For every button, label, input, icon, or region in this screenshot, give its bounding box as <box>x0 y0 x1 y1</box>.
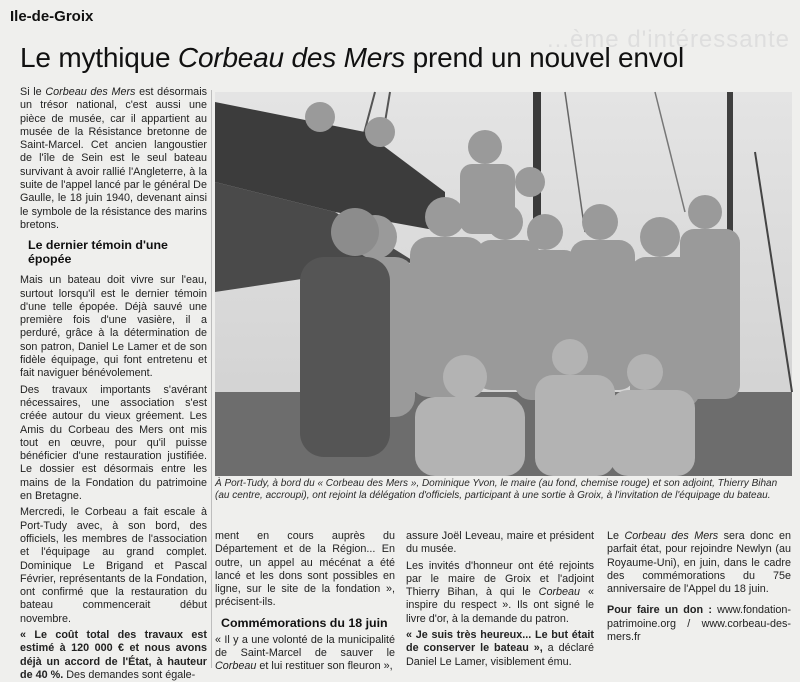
article-headline <box>20 42 790 74</box>
article-column-3 <box>406 530 594 668</box>
photo-illustration <box>215 92 792 476</box>
donation-info <box>607 604 791 644</box>
paragraph-newlyn <box>607 530 791 596</box>
paragraph-continued: ment en cours auprès du Département et de la Région... En outre, un appel au mécénat a été lancé et les dons sont possibles en ligne, sur le site de la fondation », précisent-ils. <box>215 530 395 609</box>
paragraph-4: Mercredi, le Corbeau a fait escale à Port-Tudy avec, à son bord, des officiels, les membres de l'association et l'équipage au grand complet. Dominique Le Brigand et Pascal Février, représentants de la Fondation, ont confirmé que la restauration du bateau commencerait début novembre. <box>20 506 207 625</box>
text-run: Les invités d'honneur ont été rejoints par le maire de Groix et l'adjoint Thierry Bihan, à qui le <box>406 559 594 599</box>
text-run: Le <box>607 530 625 542</box>
donation-label: Pour faire un don : <box>607 604 712 617</box>
boat-name: Corbeau des Mers <box>45 86 136 98</box>
quote-bold: « Je suis très heureux... Le but était de conserver le bateau », <box>406 629 594 655</box>
bleed-through-text: ...ème d'intéressante <box>546 26 790 53</box>
paragraph-5 <box>20 629 207 682</box>
boat-name: Corbeau <box>538 586 581 599</box>
headline-part-2: prend un nouvel envol <box>405 42 684 73</box>
boat-name: Corbeau <box>215 660 257 673</box>
paragraph-2: Mais un bateau doit vivre sur l'eau, surtout lorsqu'il est le dernier témoin d'une telle épopée. Déjà sauvé une première fois d'une vasière, il a perduré, grâce à la détermination de son patron, Daniel Le Lamer et de son fidèle équipage, qui font entretenu et fait naviguer bénévolement. <box>20 274 207 380</box>
article-column-4 <box>607 530 791 668</box>
paragraph-guests <box>406 560 594 626</box>
text-run: Des demandes sont égale- <box>63 668 196 681</box>
text-run: sera donc en parfait état, pour rejoindre Newlyn (au Royaume-Uni), en juin, dans le cadre des commémorations du 75e anniversaire de l'Appel du 18 juin. <box>607 530 791 596</box>
headline-part-1: Le mythique <box>20 42 178 73</box>
article-column-1 <box>20 86 207 681</box>
paragraph-3: Des travaux importants s'avérant nécessaires, une association s'est créée autour du vieux gréement. Les Amis du Corbeau des Mers ont mis tout en œuvre, pour qu'il puisse bénéficier d'une restauration justifiée. Le dossier est désormais entre les mains de la Fondation du patrimoine en Bretagne. <box>20 383 207 503</box>
text-run: a déclaré Daniel Le Lamer, visiblement ému. <box>406 642 594 668</box>
paragraph-patron-quote <box>406 629 594 669</box>
text-run: « Il y a une volonté de la municipalité de Saint-Marcel de sauver le <box>215 633 395 660</box>
section-title: Ile-de-Groix <box>10 8 94 25</box>
paragraph-quote <box>215 634 395 674</box>
boat-name: Corbeau des Mers <box>624 530 719 542</box>
paragraph-intro <box>20 86 207 232</box>
text-run: et lui restituer son fleuron », <box>256 660 393 673</box>
text-run: est désormais un trésor national, c'est aussi une pièce de musée, car il appartient au musée de la Résistance bretonne de Saint-Marcel. Cet ancien langoustier de l'île de Sein est le seul bateau survivant à avoir rallié l'Angleterre, à la suite de l'appel lancé par le général De Gaulle, le 18 juin 1940, devenant ainsi le symbole de la résistance des marins bretons. <box>20 86 207 231</box>
column-divider <box>211 90 212 668</box>
subheading-dernier-temoin: Le dernier témoin d'une épopée <box>28 238 168 267</box>
headline-boat-name: Corbeau des Mers <box>177 42 406 73</box>
paragraph-mayor: assure Joël Leveau, maire et président du musée. <box>406 530 594 556</box>
donation-urls: www.fondation-patrimoine.org / www.corbeau-des-mers.fr <box>607 604 791 644</box>
text-run: « inspire du respect ». Ils ont signé le livre d'or, à la demande du patron. <box>406 586 594 625</box>
article-column-2 <box>215 530 395 673</box>
group-photo-on-boat <box>215 92 792 476</box>
photo-caption: À Port-Tudy, à bord du « Corbeau des Mers », Dominique Yvon, le maire (au fond, chemise rouge) et son adjoint, Thierry Bihan (au centre, accroupi), ont rejoint la délégation d'officiels, participant à une sortie à Groix, à l'invitation de l'équipage du bateau. <box>215 478 778 502</box>
quote-bold: « Le coût total des travaux est estimé à 120 000 € et nous avons déjà un accord de l'État, à hauteur de 40 %. <box>20 628 207 681</box>
text-run: Si le <box>20 86 46 98</box>
subheading-commemorations: Commémorations du 18 juin <box>221 615 388 630</box>
